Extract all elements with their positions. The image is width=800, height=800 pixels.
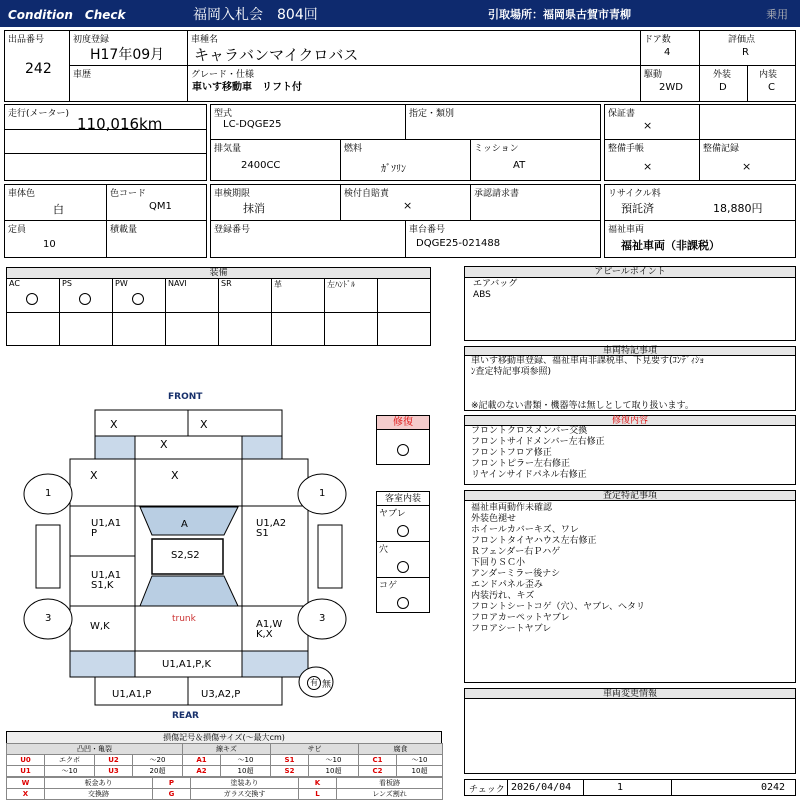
repair-line: リヤインサイドパネル右修正 xyxy=(471,470,587,480)
legend-table xyxy=(6,743,443,777)
color-code: QM1 xyxy=(149,201,172,212)
repair-line: フロントピラー左右修正 xyxy=(471,459,571,469)
repair-flag-title: 修復 xyxy=(377,416,429,430)
load-label: 積載量 xyxy=(110,225,138,235)
check-label: チェック xyxy=(469,785,505,795)
legend-code: S2 xyxy=(271,766,309,777)
color-code-cell xyxy=(106,184,207,221)
mileage-label: 走行(メーター) xyxy=(8,109,70,119)
designation-cell xyxy=(405,104,601,140)
legend-code: L xyxy=(299,789,337,800)
first-reg: H17年09月 xyxy=(90,47,165,63)
legend-size: ～10 xyxy=(397,755,443,766)
inspection-note-line: フロントシートコゲ（穴）、ヤブレ、ヘタリ xyxy=(471,602,646,612)
equipment-item-circle xyxy=(132,293,144,305)
legend-size: ～10 xyxy=(221,755,271,766)
fuel: ｶﾞｿﾘﾝ xyxy=(381,164,406,175)
recycle-label: リサイクル料 xyxy=(608,189,661,199)
inspection-notes-title: 査定特記事項 xyxy=(464,490,796,501)
quarter-left-mark: W,K xyxy=(90,621,110,632)
welfare: 福祉車両（非課税） xyxy=(621,239,720,252)
equipment-grid xyxy=(6,278,431,346)
legend-code: W xyxy=(7,778,45,789)
equipment-item-label: AC xyxy=(9,279,20,288)
inspection-note-line: 内装汚れ、キズ xyxy=(471,591,535,601)
header-bar xyxy=(0,0,800,27)
chassis-cell xyxy=(405,220,601,258)
reg-no-label: 登録番号 xyxy=(214,225,251,235)
mission-label: ミッション xyxy=(474,144,519,154)
load-cell xyxy=(106,220,207,258)
repair-line: フロントサイドメンバー左右修正 xyxy=(471,437,605,447)
body-color: 白 xyxy=(53,203,64,216)
drive: 2WD xyxy=(659,82,683,93)
rating-cell xyxy=(699,30,796,66)
equipment-item xyxy=(219,279,272,345)
equipment-item-circle xyxy=(26,293,38,305)
recycle-fee: 18,880円 xyxy=(713,202,763,215)
special-title: 車両特記事項 xyxy=(464,346,796,356)
legend-title: 損傷記号＆損傷サイズ(～最大cm) xyxy=(6,731,442,744)
bumper-left-mark: U1,A1,P xyxy=(112,689,152,700)
rating: R xyxy=(742,47,749,58)
rating-label: 評価点 xyxy=(728,35,756,45)
legend-code: K xyxy=(299,778,337,789)
front-label: FRONT xyxy=(168,392,203,402)
equipment-item-label: PW xyxy=(115,279,128,288)
displacement-label: 排気量 xyxy=(214,144,242,154)
inspection-label: 車検期限 xyxy=(214,189,251,199)
repair-flag-circle xyxy=(397,444,409,456)
check-date: 2026/04/04 xyxy=(511,782,572,793)
roof-left-mark: X xyxy=(110,418,118,431)
interior: C xyxy=(768,82,775,93)
pickup-location: 引取場所：福岡県古賀市青柳 xyxy=(488,8,631,21)
quarter-right-mark: A1,W K,X xyxy=(256,619,283,640)
appeal-line: ABS xyxy=(473,290,491,300)
record-label: 整備記録 xyxy=(703,144,740,154)
welfare-cell xyxy=(604,220,796,258)
auction-title: 福岡入札会 804回 xyxy=(193,7,318,23)
door-fl-mark: U1,A1 P xyxy=(91,518,122,539)
record: × xyxy=(742,160,752,173)
grade-label: グレード・仕様 xyxy=(191,70,255,80)
warranty: × xyxy=(643,119,653,132)
capacity: 10 xyxy=(43,239,56,250)
equipment-item-label: NAVI xyxy=(168,279,187,288)
cabin-item-label: 穴 xyxy=(379,545,389,555)
spare-yes-mark: 有 xyxy=(307,676,321,690)
fuel-label: 燃料 xyxy=(344,144,363,154)
legend-size: ～10 xyxy=(45,766,95,777)
history-label: 車歴 xyxy=(73,70,92,80)
mileage-cell xyxy=(4,104,207,154)
category-label: 乗用 xyxy=(766,8,788,21)
legend-meaning: 看板跡 xyxy=(337,778,443,789)
legend-code: U3 xyxy=(95,766,133,777)
body-color-label: 車体色 xyxy=(8,189,36,199)
special-note: ※記載のない書類・機器等は無しとして取り扱います。 xyxy=(471,401,694,411)
legend-size: ～20 xyxy=(133,755,183,766)
chassis: DQGE25-021488 xyxy=(416,238,501,249)
warranty-cell xyxy=(604,104,700,140)
legend-code: G xyxy=(153,789,191,800)
windshield-mark: A xyxy=(181,519,188,530)
approval-cell xyxy=(470,184,601,221)
self-tax-cell xyxy=(340,184,471,221)
fender-right-mark: X xyxy=(171,469,179,482)
first-reg-cell xyxy=(69,30,188,66)
lot-cell xyxy=(4,30,70,102)
legend-code: A2 xyxy=(183,766,221,777)
legend-code: C1 xyxy=(359,755,397,766)
hood-mark: X xyxy=(160,438,168,451)
legend-code: S1 xyxy=(271,755,309,766)
welfare-label: 福祉車両 xyxy=(608,225,645,235)
inspection-note-line: 福祉車両動作未確認 xyxy=(471,503,553,513)
capacity-cell xyxy=(4,220,107,258)
legend-table-2 xyxy=(6,777,443,800)
legend-meaning: 塗装あり xyxy=(191,778,299,789)
equipment-item xyxy=(272,279,325,345)
check-count: 1 xyxy=(617,782,624,793)
fuel-cell xyxy=(340,139,471,181)
drive-label: 駆動 xyxy=(644,70,663,80)
repair-line: フロントクロスメンバー交換 xyxy=(471,426,588,436)
manual-label: 整備手帳 xyxy=(608,144,645,154)
equipment-item xyxy=(166,279,219,345)
equipment-item xyxy=(7,279,60,345)
self-tax-label: 検付自賠責 xyxy=(344,189,390,199)
legend-code: C2 xyxy=(359,766,397,777)
legend-size: 10超 xyxy=(397,766,443,777)
legend-size: エクボ xyxy=(45,755,95,766)
mission-cell xyxy=(470,139,601,181)
exterior: D xyxy=(719,82,727,93)
seat-mark: S2,S2 xyxy=(171,550,200,561)
inspection-note-line: アンダーミラー後ナシ xyxy=(471,569,561,579)
repair-box xyxy=(464,425,796,485)
tire-fl-mark: 1 xyxy=(45,488,52,499)
cabin-item-label: コゲ xyxy=(379,581,398,591)
door-fr-mark: U1,A2 S1 xyxy=(256,518,287,539)
recycle-status: 預託済 xyxy=(621,202,654,215)
body-color-cell xyxy=(4,184,107,221)
repair-flag-box xyxy=(376,415,430,465)
warranty-extra-cell xyxy=(699,104,796,140)
exterior-label: 外装 xyxy=(713,70,732,80)
legend-meaning: 板金あり xyxy=(45,778,153,789)
capacity-label: 定員 xyxy=(8,225,27,235)
legend-meaning: レンズ割れ xyxy=(337,789,443,800)
legend-meaning: ガラス交換す xyxy=(191,789,299,800)
equipment-item-label: 左ﾊﾝﾄﾞﾙ xyxy=(327,280,355,289)
color-code-label: 色コード xyxy=(110,189,147,199)
cabin-item-circle xyxy=(397,561,409,573)
legend-size: 10超 xyxy=(221,766,271,777)
rear-panel-mark: U1,A1,P,K xyxy=(162,659,212,670)
mileage: 110,016km xyxy=(77,115,163,133)
repair-line: フロントフロア修正 xyxy=(471,448,552,458)
appeal-title: アピールポイント xyxy=(464,266,796,278)
first-reg-label: 初度登録 xyxy=(73,35,110,45)
rear-label: REAR xyxy=(172,711,199,721)
legend-code: U2 xyxy=(95,755,133,766)
exterior-cell xyxy=(699,65,748,102)
legend-code: U0 xyxy=(7,755,45,766)
legend-size: 20超 xyxy=(133,766,183,777)
grade-cell xyxy=(187,65,641,102)
displacement: 2400CC xyxy=(241,160,281,171)
car-name: キャラバンマイクロバス xyxy=(194,46,359,64)
inspection-note-line: フロアシートヤブレ xyxy=(471,624,552,634)
designation-label: 指定・類別 xyxy=(409,109,455,119)
displacement-cell xyxy=(210,139,341,181)
equipment-item-label: PS xyxy=(62,279,72,288)
inspection-note-line: ホイールカバーキズ、ワレ xyxy=(471,525,579,535)
changes-title: 車両変更情報 xyxy=(464,688,796,699)
check-bar xyxy=(464,779,796,796)
legend-code: U1 xyxy=(7,766,45,777)
interior-cell xyxy=(747,65,796,102)
inspection-note-line: Ｒフェンダー右Ｐハゲ xyxy=(471,547,561,557)
check-id: 0242 xyxy=(761,782,786,793)
legend-size: 10超 xyxy=(309,766,359,777)
approval-label: 承認請求書 xyxy=(474,189,520,199)
recycle-cell xyxy=(604,184,796,221)
model: LC-DQGE25 xyxy=(223,119,282,130)
doors-label: ドア数 xyxy=(644,35,671,45)
special-line: 車いす移動車登録、福祉車両非課税車、下見要す(ｺﾝﾃﾞｨｼｮ xyxy=(471,356,705,366)
doors: 4 xyxy=(664,47,671,58)
legend-group: 線キズ xyxy=(183,744,271,755)
inspection-note-line: エンドパネル歪み xyxy=(471,580,543,590)
inspection-note-line: 下回りＳＣ小 xyxy=(471,558,526,568)
condition-check-title: Condition Check xyxy=(8,8,126,22)
model-label: 型式 xyxy=(214,109,233,119)
car-name-cell xyxy=(187,30,641,66)
equipment-item-label: SR xyxy=(221,279,232,288)
tire-rr-mark: 3 xyxy=(319,613,326,624)
door-rl-mark: U1,A1 S1,K xyxy=(91,570,122,591)
grade: 車いす移動車 リフト付 xyxy=(192,82,302,93)
special-box xyxy=(464,355,796,411)
record-cell xyxy=(699,139,796,181)
special-line: ﾝ査定特記事項参照) xyxy=(471,367,552,377)
cabin-item-label: ヤブレ xyxy=(379,509,406,519)
inspection-note-line: 外装色褪せ xyxy=(471,514,517,524)
equipment-item-label: 革 xyxy=(274,280,282,289)
tire-rl-mark: 3 xyxy=(45,613,52,624)
legend-size: ～10 xyxy=(309,755,359,766)
cabin-item-circle xyxy=(397,525,409,537)
equipment-item xyxy=(113,279,166,345)
inspection-cell xyxy=(210,184,341,221)
mission: AT xyxy=(513,160,526,171)
self-tax: × xyxy=(403,199,413,212)
tire-fr-mark: 1 xyxy=(319,488,326,499)
inspection-note-line: フロントタイヤハウス左右修正 xyxy=(471,536,597,546)
appeal-box xyxy=(464,277,796,341)
history-cell xyxy=(69,65,188,102)
equipment-item xyxy=(60,279,113,345)
manual: × xyxy=(643,160,653,173)
legend-code: A1 xyxy=(183,755,221,766)
fender-left-mark: X xyxy=(90,469,98,482)
reg-no-cell xyxy=(210,220,406,258)
legend-code: X xyxy=(7,789,45,800)
bumper-right-mark: U3,A2,P xyxy=(201,689,241,700)
cabin-title: 客室内装 xyxy=(377,492,429,506)
lot-number: 242 xyxy=(25,61,52,77)
appeal-line: エアバッグ xyxy=(473,279,518,289)
model-cell xyxy=(210,104,406,140)
legend-group: サビ xyxy=(271,744,359,755)
equipment-item xyxy=(325,279,378,345)
cabin-item-circle xyxy=(397,597,409,609)
roof-right-mark: X xyxy=(200,418,208,431)
inspection: 抹消 xyxy=(243,202,265,215)
car-name-label: 車種名 xyxy=(191,35,219,45)
lot-label: 出品番号 xyxy=(8,35,45,45)
legend-code: P xyxy=(153,778,191,789)
equipment-title: 装備 xyxy=(6,267,431,279)
trunk-label: trunk xyxy=(172,614,196,624)
changes-box xyxy=(464,698,796,774)
warranty-label: 保証書 xyxy=(608,109,636,119)
interior-label: 内装 xyxy=(759,70,778,80)
doors-cell xyxy=(640,30,700,66)
inspection-notes-box xyxy=(464,500,796,683)
chassis-label: 車台番号 xyxy=(409,225,446,235)
manual-cell xyxy=(604,139,700,181)
inspection-note-line: フロアカーペットヤブレ xyxy=(471,613,570,623)
legend-group: 腐食 xyxy=(359,744,443,755)
drive-cell xyxy=(640,65,700,102)
mileage-sub-cell xyxy=(4,153,207,181)
legend-meaning: 交換跡 xyxy=(45,789,153,800)
equipment-item-circle xyxy=(79,293,91,305)
legend-group: 凸凹・亀裂 xyxy=(7,744,183,755)
cabin-box xyxy=(376,491,430,613)
spare-no-mark: 無 xyxy=(322,680,332,690)
repair-title: 修復内容 xyxy=(464,415,796,426)
